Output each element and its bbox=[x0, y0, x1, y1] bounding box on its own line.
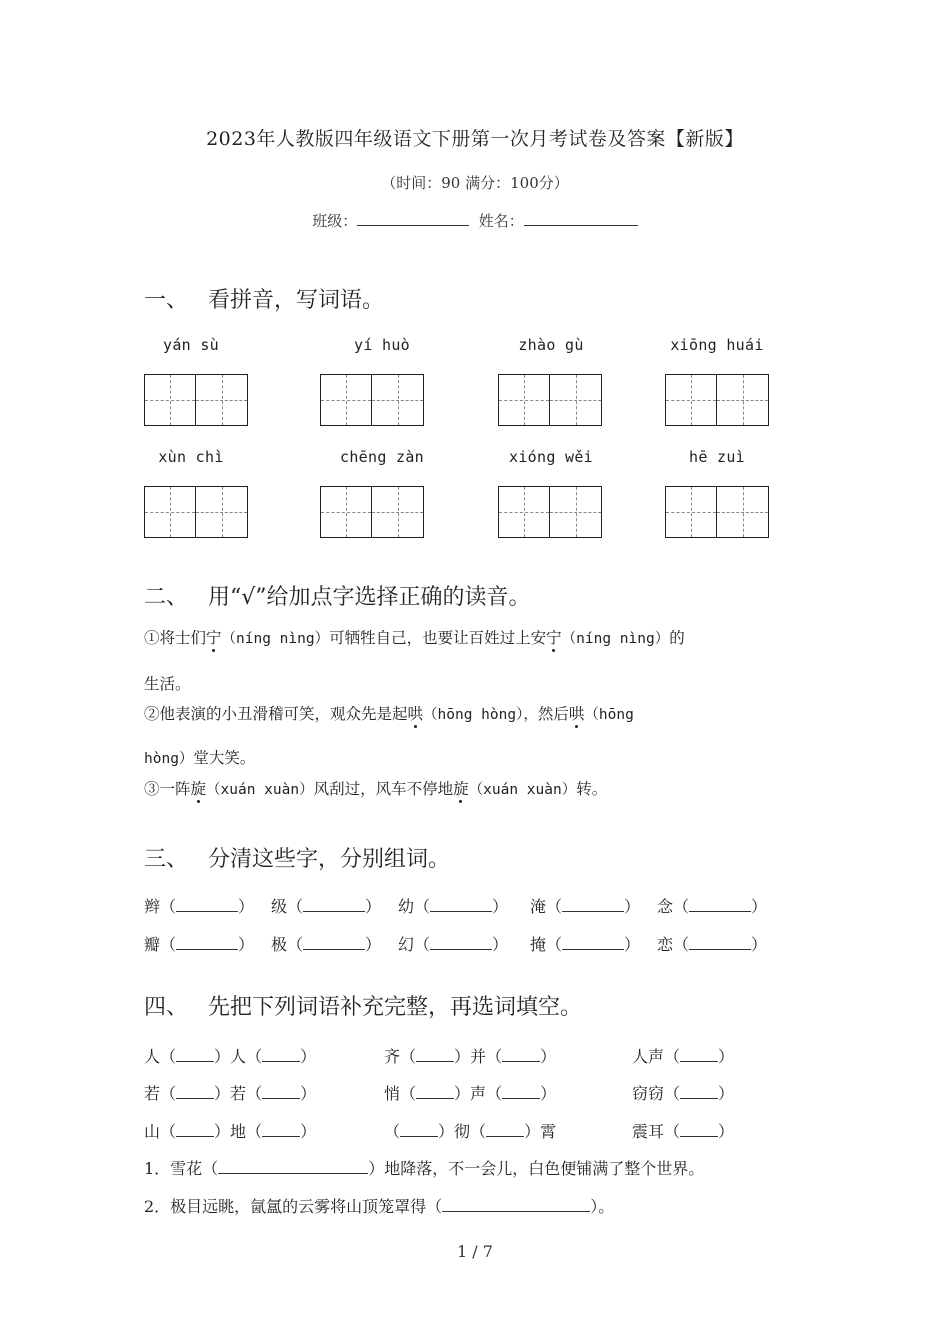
text: ）。 bbox=[590, 1197, 615, 1216]
answer-blank[interactable] bbox=[176, 935, 238, 950]
char: 窃窃 bbox=[632, 1084, 665, 1103]
idiom-item: 齐（ ）并（ ） bbox=[384, 1047, 557, 1066]
char: 念 bbox=[657, 897, 674, 916]
char: 瓣 bbox=[144, 935, 161, 954]
answer-blank[interactable] bbox=[176, 1047, 214, 1062]
tianzige-box[interactable] bbox=[665, 374, 769, 426]
pinyin-label: zhào gù bbox=[518, 336, 584, 354]
answer-blank[interactable] bbox=[176, 897, 238, 912]
char: 幼 bbox=[398, 897, 415, 916]
answer-blank[interactable] bbox=[416, 1047, 454, 1062]
tianzige-box[interactable] bbox=[665, 486, 769, 538]
question-2-2 bbox=[144, 702, 634, 724]
answer-blank[interactable] bbox=[430, 897, 492, 912]
time-info: （时间：90 满分：100分） bbox=[381, 174, 569, 192]
pinyin-label: chēng zàn bbox=[340, 448, 424, 466]
answer-blank[interactable] bbox=[218, 1159, 368, 1174]
section-4-number: 四、 bbox=[144, 995, 189, 1020]
answer-blank[interactable] bbox=[176, 1084, 214, 1099]
text: 堂大笑。 bbox=[193, 749, 256, 767]
fill-question-1 bbox=[144, 1156, 704, 1179]
pinyin-label: yí huò bbox=[354, 336, 410, 354]
text: 可牺牲自己，也要让百姓过上安 bbox=[329, 629, 547, 647]
class-label: 班级： bbox=[312, 212, 358, 230]
char: 恋 bbox=[657, 935, 674, 954]
pinyin-label: xùn chì bbox=[158, 448, 224, 466]
section-3-heading bbox=[144, 842, 450, 873]
section-2-title: 用“√”给加点字选择正确的读音。 bbox=[208, 585, 531, 610]
idiom-item: 人声（ ） bbox=[632, 1047, 735, 1066]
answer-blank[interactable] bbox=[442, 1197, 590, 1212]
section-2-number: 二、 bbox=[144, 585, 189, 610]
answer-blank[interactable] bbox=[680, 1047, 718, 1062]
tianzige-box[interactable] bbox=[144, 374, 248, 426]
answer-blank[interactable] bbox=[502, 1047, 540, 1062]
question-2-2-cont bbox=[144, 746, 255, 768]
answer-blank[interactable] bbox=[562, 897, 624, 912]
dotted-char: 旋 bbox=[453, 780, 469, 798]
fill-question-2 bbox=[144, 1194, 614, 1217]
word-group-row: 瓣（ ） 极（ ） 幻（ ） 掩（ ） 恋（ ） bbox=[144, 935, 768, 954]
tianzige-box[interactable] bbox=[498, 486, 602, 538]
answer-blank[interactable] bbox=[486, 1122, 524, 1137]
char: 人 bbox=[144, 1047, 161, 1066]
answer-blank[interactable] bbox=[262, 1047, 300, 1062]
tianzige-box[interactable] bbox=[320, 486, 424, 538]
answer-blank[interactable] bbox=[562, 935, 624, 950]
answer-blank[interactable] bbox=[303, 897, 365, 912]
char: 级 bbox=[271, 897, 288, 916]
pinyin-options[interactable]: （xuán xuàn） bbox=[206, 782, 314, 798]
text: 转。 bbox=[576, 780, 608, 798]
text: 然后 bbox=[537, 705, 569, 723]
class-blank[interactable] bbox=[357, 224, 469, 226]
tianzige-box[interactable] bbox=[144, 486, 248, 538]
char: 掩 bbox=[530, 935, 547, 954]
dotted-char: 宁 bbox=[206, 629, 222, 647]
dotted-char: 旋 bbox=[190, 780, 207, 798]
question-2-1-cont: 生活。 bbox=[144, 675, 191, 693]
answer-blank[interactable] bbox=[416, 1084, 454, 1099]
idiom-item: 窃窃（ ） bbox=[632, 1084, 735, 1103]
char: 若 bbox=[144, 1084, 161, 1103]
section-1-title: 看拼音，写词语。 bbox=[208, 288, 385, 313]
section-3-number: 三、 bbox=[144, 847, 189, 872]
page-number: 1 / 7 bbox=[457, 1242, 493, 1261]
section-4-heading bbox=[144, 990, 582, 1021]
char: 淹 bbox=[530, 897, 547, 916]
text: ①将士们 bbox=[144, 629, 207, 647]
answer-blank[interactable] bbox=[502, 1084, 540, 1099]
tianzige-box[interactable] bbox=[498, 374, 602, 426]
answer-blank[interactable] bbox=[303, 935, 365, 950]
answer-blank[interactable] bbox=[176, 1122, 214, 1137]
idiom-item: 悄（ ）声（ ） bbox=[384, 1084, 557, 1103]
dotted-char: 哄 bbox=[568, 705, 585, 723]
answer-blank[interactable] bbox=[680, 1122, 718, 1137]
char: 震耳 bbox=[632, 1122, 665, 1141]
char: 山 bbox=[144, 1122, 161, 1141]
name-blank[interactable] bbox=[524, 224, 638, 226]
section-2-heading bbox=[144, 580, 531, 611]
name-label: 姓名： bbox=[478, 212, 524, 230]
dotted-char: 宁 bbox=[546, 629, 562, 647]
answer-blank[interactable] bbox=[430, 935, 492, 950]
pinyin-options[interactable]: hòng） bbox=[144, 751, 194, 767]
answer-blank[interactable] bbox=[689, 897, 751, 912]
char: 声 bbox=[470, 1084, 487, 1103]
pinyin-options[interactable]: （hōng bbox=[584, 707, 634, 723]
question-2-1 bbox=[144, 626, 685, 648]
char: 齐 bbox=[384, 1047, 401, 1066]
section-1-heading bbox=[144, 283, 384, 314]
class-name-line bbox=[0, 210, 950, 231]
char: 辫 bbox=[144, 897, 161, 916]
pinyin-label: yán sù bbox=[163, 336, 219, 354]
pinyin-label: hē zuì bbox=[689, 448, 745, 466]
char: 并 bbox=[470, 1047, 487, 1066]
answer-blank[interactable] bbox=[262, 1084, 300, 1099]
text: 2．极目远眺，氤氲的云雾将山顶笼罩得（ bbox=[144, 1197, 443, 1216]
text: 的 bbox=[669, 629, 685, 647]
text: ②他表演的小丑滑稽可笑，观众先是起 bbox=[144, 705, 408, 723]
text: ）地降落，不一会儿，白色便铺满了整个世界。 bbox=[368, 1159, 705, 1178]
pinyin-options[interactable]: （níng nìng） bbox=[221, 631, 330, 647]
char: 悄 bbox=[384, 1084, 401, 1103]
dotted-char: 哄 bbox=[407, 705, 424, 723]
text: 1．雪花（ bbox=[144, 1159, 219, 1178]
idiom-item: 震耳（ ） bbox=[632, 1122, 735, 1141]
idiom-item: （ ）彻（ ）霄 bbox=[384, 1122, 557, 1141]
pinyin-label: xióng wěi bbox=[509, 448, 593, 466]
tianzige-box[interactable] bbox=[320, 374, 424, 426]
idiom-item: 山（ ）地（ ） bbox=[144, 1122, 317, 1141]
char: 极 bbox=[271, 935, 288, 954]
section-1-number: 一、 bbox=[144, 288, 189, 313]
char: 彻 bbox=[454, 1122, 471, 1141]
section-3-title: 分清这些字，分别组词。 bbox=[208, 847, 451, 872]
text: ③一阵 bbox=[144, 780, 191, 798]
word-group-row: 辫（ ） 级（ ） 幼（ ） 淹（ ） 念（ ） bbox=[144, 897, 768, 916]
char: 地 bbox=[230, 1122, 247, 1141]
answer-blank[interactable] bbox=[689, 935, 751, 950]
idiom-item: 若（ ）若（ ） bbox=[144, 1084, 317, 1103]
pinyin-options[interactable]: （hōng hòng）， bbox=[423, 707, 538, 723]
answer-blank[interactable] bbox=[400, 1122, 438, 1137]
char: 幻 bbox=[398, 935, 415, 954]
answer-blank[interactable] bbox=[262, 1122, 300, 1137]
pinyin-options[interactable]: （xuán xuàn） bbox=[468, 782, 577, 798]
answer-blank[interactable] bbox=[680, 1084, 718, 1099]
document-title: 2023年人教版四年级语文下册第一次月考试卷及答案【新版】 bbox=[206, 128, 744, 150]
char: 霄 bbox=[540, 1122, 557, 1141]
pinyin-options[interactable]: （níng nìng） bbox=[561, 631, 670, 647]
pinyin-label: xiōng huái bbox=[670, 336, 764, 354]
question-2-3 bbox=[144, 777, 607, 799]
char: 人 bbox=[230, 1047, 247, 1066]
idiom-item: 人（ ）人（ ） bbox=[144, 1047, 317, 1066]
text: 风刮过，风车不停地 bbox=[313, 780, 454, 798]
section-4-title: 先把下列词语补充完整，再选词填空。 bbox=[208, 995, 583, 1020]
char: 若 bbox=[230, 1084, 247, 1103]
char: 人声 bbox=[632, 1047, 665, 1066]
